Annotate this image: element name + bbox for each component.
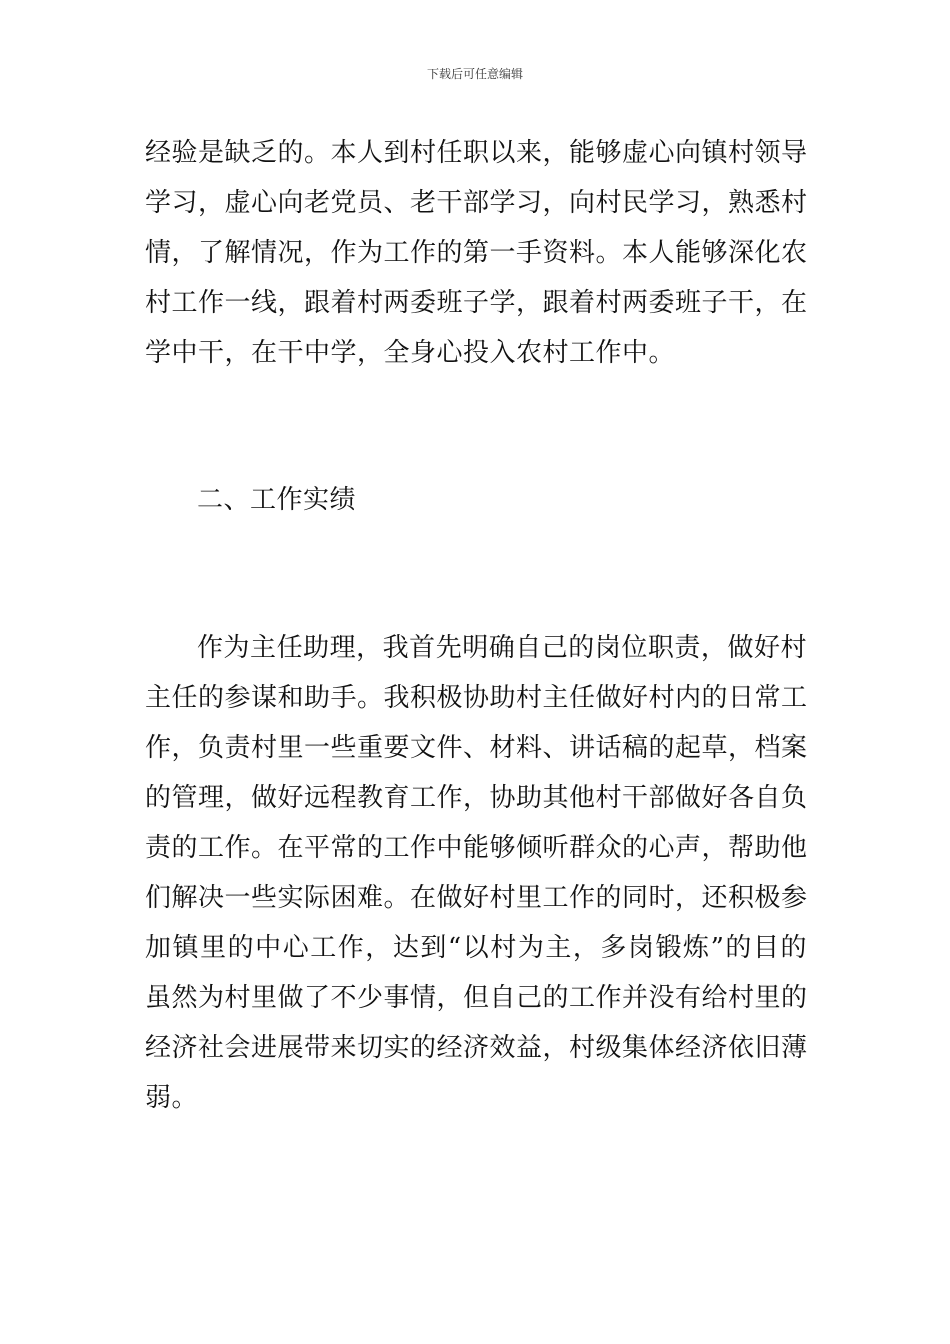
section-heading: 二、工作实绩 <box>197 485 357 515</box>
text-line: 经济社会进展带来切实的经济效益，村级集体经济依旧薄 <box>145 1033 808 1063</box>
paragraph-spacer <box>145 378 807 475</box>
text-line: 的管理，做好远程教育工作，协助其他村干部做好各自负 <box>145 783 808 813</box>
text-line: 作，负责村里一些重要文件、材料、讲话稿的起草，档案 <box>145 733 808 763</box>
paragraph-achievements <box>145 623 807 1123</box>
paragraph-spacer <box>145 525 807 623</box>
text-line: 经验是缺乏的。本人到村任职以来，能够虚心向镇村领导 <box>145 138 808 168</box>
text-line: 情，了解情况，作为工作的第一手资料。本人能够深化农 <box>145 238 808 268</box>
text-line: 弱。 <box>145 1083 199 1113</box>
text-line: 村工作一线，跟着村两委班子学，跟着村两委班子干，在 <box>145 288 808 318</box>
text-line: 虽然为村里做了不少事情，但自己的工作并没有给村里的 <box>145 983 808 1013</box>
text-line: 责的工作。在平常的工作中能够倾听群众的心声，帮助他 <box>145 833 808 863</box>
document-body <box>145 128 807 1123</box>
text-line: 作为主任助理，我首先明确自己的岗位职责，做好村 <box>197 633 807 663</box>
text-line: 学习，虚心向老党员、老干部学习，向村民学习，熟悉村 <box>145 188 808 218</box>
paragraph-experience <box>145 128 807 378</box>
text-line: 主任的参谋和助手。我积极协助村主任做好村内的日常工 <box>145 683 808 713</box>
text-line: 加镇里的中心工作，达到“以村为主，多岗锻炼”的目的 <box>145 933 807 963</box>
page-header: 下载后可任意编辑 <box>426 67 523 81</box>
text-line: 学中干，在干中学，全身心投入农村工作中。 <box>145 338 676 368</box>
text-line: 们解决一些实际困难。在做好村里工作的同时，还积极参 <box>145 883 808 913</box>
